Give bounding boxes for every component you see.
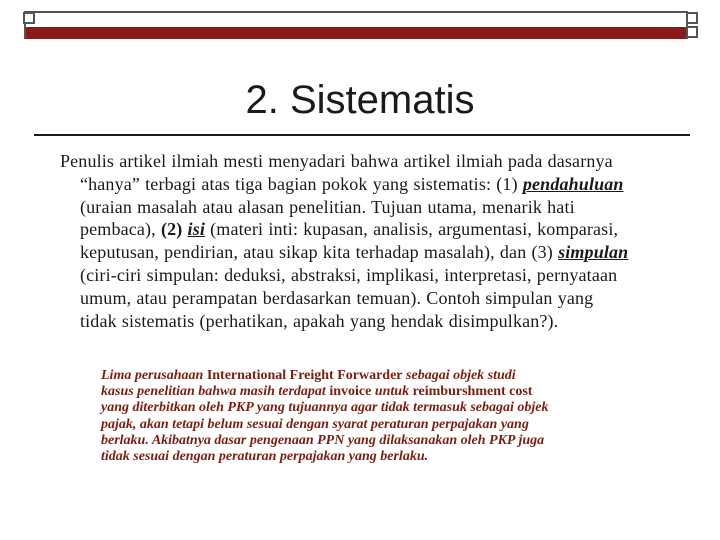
header-bar	[24, 11, 688, 39]
slide-title-text: 2. Sistematis	[245, 78, 475, 122]
paragraph-line: tidak sistematis (perhatikan, apakah yang hendak disimpulkan?).	[80, 310, 559, 331]
corner-square-left	[23, 12, 35, 24]
term-simpulan: simpulan	[558, 242, 629, 263]
example-line	[101, 400, 691, 416]
example-text: untuk	[371, 384, 413, 400]
title-divider	[34, 134, 690, 136]
example-line	[101, 368, 691, 384]
example-text: yang diterbitkan oleh PKP yang tujuannya agar tidak termasuk sebagai objek	[101, 400, 549, 416]
example-text: kasus penelitian bahwa masih terdapat	[101, 384, 330, 400]
example-text: berlaku. Akibatnya dasar pengenaan PPN yang dilaksanakan oleh PKP juga	[101, 432, 545, 448]
paragraph-text: “hanya” terbagi atas tiga bagian pokok yang sistematis: (1)	[80, 173, 523, 194]
paragraph-line: umum, atau perampatan berdasarkan temuan). Contoh simpulan yang	[80, 287, 594, 308]
header-stripe	[26, 27, 686, 39]
example-text: Lima perusahaan	[101, 368, 207, 383]
example-text-upright: reimburshment cost	[412, 384, 533, 400]
example-line	[101, 433, 691, 449]
paragraph-text: pembaca),	[80, 219, 161, 240]
example-text-upright: International Freight Forwarder	[206, 368, 403, 383]
paragraph-line: (ciri-ciri simpulan: deduksi, abstraksi, implikasi, interpretasi, pernyataan	[80, 264, 618, 285]
example-block	[101, 368, 691, 465]
paragraph-text: keputusan, pendirian, atau sikap kita terhadap masalah), dan (3)	[80, 242, 559, 263]
example-text: sebagai objek studi	[402, 368, 516, 383]
corner-square-right-lower	[686, 26, 698, 38]
slide-title	[0, 78, 720, 123]
paragraph-line	[60, 241, 690, 264]
paragraph-line: Penulis artikel ilmiah mesti menyadari bahwa artikel ilmiah pada dasarnya	[60, 151, 613, 171]
paragraph-text: (materi inti: kupasan, analisis, argumentasi, komparasi,	[205, 219, 619, 240]
main-paragraph	[60, 150, 690, 332]
paragraph-line	[60, 218, 690, 241]
paragraph-line: (uraian masalah atau alasan penelitian. Tujuan utama, menarik hati	[80, 196, 575, 217]
example-text-upright: invoice	[329, 384, 372, 400]
term-pendahuluan: pendahuluan	[522, 173, 624, 194]
example-text: pajak, akan tetapi belum sesuai dengan syarat peraturan perpajakan yang	[101, 416, 529, 432]
example-line	[101, 384, 691, 400]
paragraph-line	[60, 173, 690, 196]
example-text: tidak sesuai dengan peraturan perpajakan yang berlaku.	[101, 449, 429, 465]
example-line	[101, 417, 691, 433]
term-isi: isi	[187, 219, 206, 240]
corner-square-right	[686, 12, 698, 24]
paragraph-text-bold: (2)	[160, 219, 188, 240]
example-line	[101, 449, 691, 465]
